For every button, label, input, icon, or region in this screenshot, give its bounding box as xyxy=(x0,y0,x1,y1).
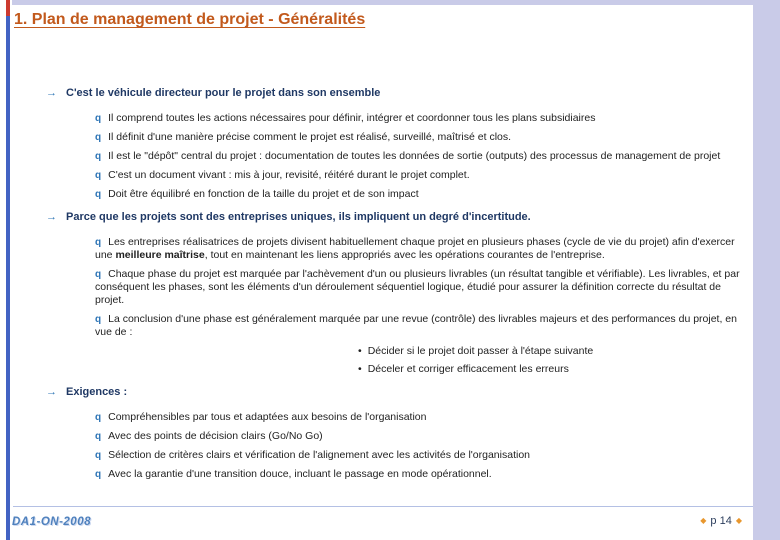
list-item xyxy=(95,268,750,307)
slide-content xyxy=(40,86,750,490)
list-item xyxy=(95,449,750,462)
section-heading-label: Parce que les projets sont des entreprises uniques, ils impliquent un degré d'incertitude. xyxy=(66,211,531,223)
list-item-text: Compréhensibles par tous et adaptées aux besoins de l'organisation xyxy=(108,411,427,423)
list-item xyxy=(95,131,750,144)
section-heading-label: Exigences : xyxy=(66,386,128,398)
list-item xyxy=(95,150,750,163)
list-item xyxy=(95,112,750,125)
left-accent-bar xyxy=(6,0,10,540)
list-item xyxy=(95,430,750,443)
footer-divider xyxy=(13,506,753,507)
arrow-bullet-icon: → xyxy=(46,211,57,223)
list-item-text: C'est un document vivant : mis à jour, revisité, réitéré durant le projet complet. xyxy=(108,169,470,181)
square-bullet-icon: q xyxy=(95,151,102,162)
sub-list-item-text: Décider si le projet doit passer à l'étape suivante xyxy=(367,345,594,357)
list-item-text: Sélection de critères clairs et vérification de l'alignement avec les activités de l'organisation xyxy=(108,449,530,461)
slide-section xyxy=(40,210,750,376)
sub-list-item xyxy=(358,363,750,376)
page-number xyxy=(700,515,742,527)
list-item xyxy=(95,411,750,424)
square-bullet-icon: q xyxy=(95,132,102,143)
list-item xyxy=(95,188,750,201)
list-item-text: Avec des points de décision clairs (Go/No Go) xyxy=(108,430,323,442)
slide-section xyxy=(40,86,750,201)
top-accent-tick xyxy=(6,0,10,16)
square-bullet-icon: q xyxy=(95,450,102,461)
section-heading-label: C'est le véhicule directeur pour le projet dans son ensemble xyxy=(66,87,381,99)
list-item xyxy=(95,468,750,481)
square-bullet-icon: q xyxy=(95,113,102,124)
list-item-text: Avec la garantie d'une transition douce, incluant le passage en mode opérationnel. xyxy=(108,468,492,480)
square-bullet-icon: q xyxy=(95,237,102,248)
diamond-icon: ◆ xyxy=(700,516,707,525)
page-number-label: p 14 xyxy=(710,515,732,527)
slide-section xyxy=(40,385,750,481)
list-item-text-bold: meilleure maîtrise xyxy=(115,249,205,261)
section-heading xyxy=(46,385,750,399)
section-heading xyxy=(46,86,750,100)
section-heading xyxy=(46,210,750,224)
list-item-text: Il comprend toutes les actions nécessaires pour définir, intégrer et coordonner tous les plans subsidiaires xyxy=(108,112,596,124)
arrow-bullet-icon: → xyxy=(46,87,57,99)
square-bullet-icon: q xyxy=(95,189,102,200)
slide-title: 1. Plan de management de projet - Généralités xyxy=(14,11,366,28)
square-bullet-icon: q xyxy=(95,314,102,325)
list-item-text: , tout en maintenant les liens appropriés avec les opérations courantes de l'entreprise. xyxy=(204,249,605,261)
frame-top-strip xyxy=(12,0,780,5)
list-item-text: Il est le "dépôt" central du projet : documentation de toutes les données de sortie (outputs) des processus de management de projet xyxy=(108,150,721,162)
list-item-text: La conclusion d'une phase est généralement marquée par une revue (contrôle) des livrables majeurs et des performances du projet, en vue de : xyxy=(95,313,737,338)
list-item-text: Les entreprises réalisatrices de projets divisent habituellement chaque projet en plusieurs phases (cycle de vie du projet) afin d'exercer une xyxy=(95,236,735,261)
sub-list-item-text: Déceler et corriger efficacement les erreurs xyxy=(367,363,569,375)
square-bullet-icon: q xyxy=(95,412,102,423)
square-bullet-icon: q xyxy=(95,431,102,442)
list-item xyxy=(95,236,750,262)
sub-list-item xyxy=(358,345,750,358)
list-item-text: Il définit d'une manière précise comment le projet est réalisé, surveillé, maîtrisé et clos. xyxy=(108,131,512,143)
dot-bullet-icon: • xyxy=(358,345,362,357)
frame-right-strip xyxy=(753,0,780,540)
square-bullet-icon: q xyxy=(95,170,102,181)
square-bullet-icon: q xyxy=(95,269,102,280)
list-item-text: Chaque phase du projet est marquée par l'achèvement d'un ou plusieurs livrables (un résultat tangible et vérifiable). Les livrables, et par conséquent les phases, sont les éléments d'un déroulement séquentiel logique, étudié pour assurer la définition correcte du résultat de projet. xyxy=(95,268,740,306)
list-item xyxy=(95,169,750,182)
diamond-icon: ◆ xyxy=(735,516,742,525)
footer-doc-code: DA1-ON-2008 xyxy=(12,516,91,528)
list-item xyxy=(95,313,750,339)
arrow-bullet-icon: → xyxy=(46,386,57,398)
list-item-text: Doit être équilibré en fonction de la taille du projet et de son impact xyxy=(108,188,419,200)
dot-bullet-icon: • xyxy=(358,363,362,375)
square-bullet-icon: q xyxy=(95,469,102,480)
